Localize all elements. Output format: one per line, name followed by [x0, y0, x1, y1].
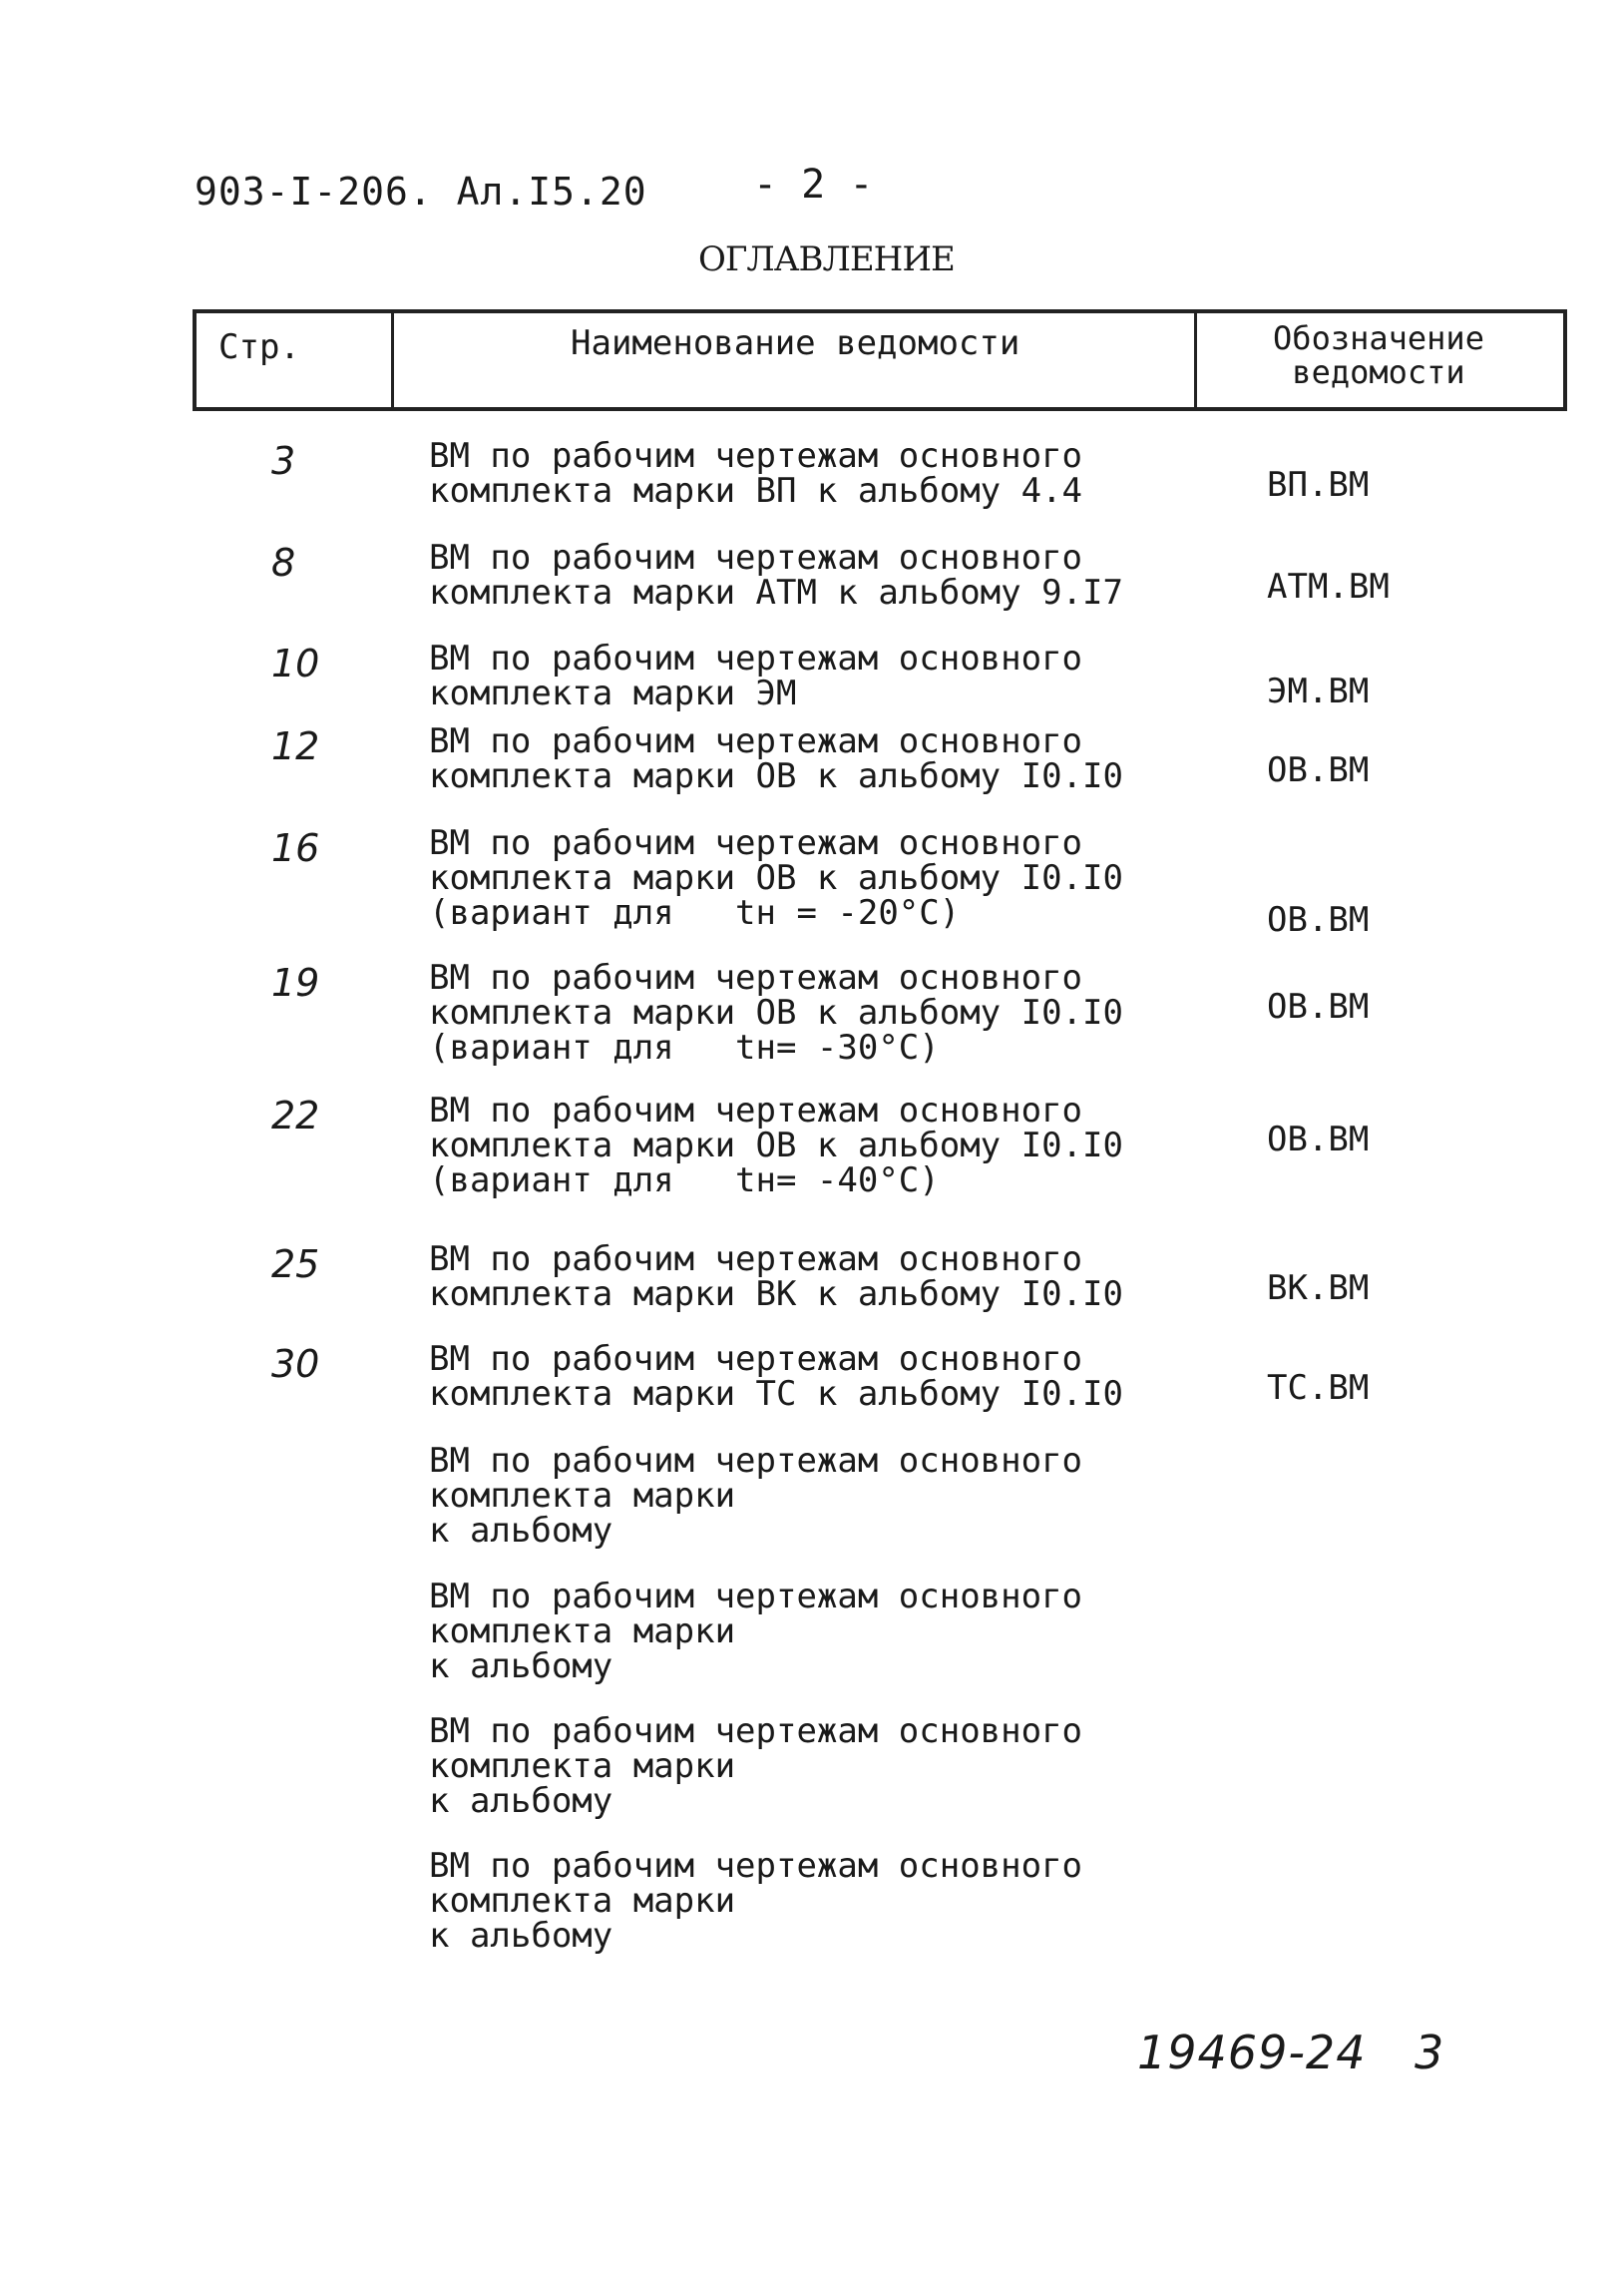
row-statement-line: комплекта марки ТС к альбому I0.I0 [429, 1374, 1123, 1414]
row-statement-code: ОВ.ВМ [1267, 987, 1370, 1027]
row-statement-name [429, 1339, 1123, 1414]
sheet-number: 3 [1415, 2026, 1444, 2079]
row-page-number: 10 [271, 642, 320, 685]
row-page-number: 8 [271, 541, 296, 585]
row-statement-line: ВМ по рабочим чертежам основного [429, 958, 1083, 998]
row-statement-line: к альбому [429, 1916, 613, 1956]
row-statement-code: ТС.ВМ [1267, 1368, 1370, 1408]
row-statement-line: комплекта марки ЭМ [429, 674, 797, 713]
column-header-code-line1: Обозначение [1273, 319, 1484, 357]
row-statement-line: к альбому [429, 1781, 613, 1821]
row-statement-line: ВМ по рабочим чертежам основного [429, 639, 1083, 679]
column-header-name: Наименование ведомости [571, 323, 1020, 363]
column-header-code [1229, 321, 1528, 389]
row-statement-code: ВП.ВМ [1267, 465, 1370, 505]
row-statement-code: ЭМ.ВМ [1267, 672, 1370, 711]
row-statement-line: ВМ по рабочим чертежам основного [429, 1846, 1083, 1886]
row-page-number: 12 [271, 724, 320, 768]
row-statement-line: ВМ по рабочим чертежам основного [429, 1577, 1083, 1616]
row-statement-name [429, 639, 1083, 713]
row-statement-name [429, 721, 1123, 796]
row-page-number: 3 [271, 439, 296, 483]
row-statement-line: (вариант для tн = -20°C) [429, 893, 961, 933]
row-statement-name [429, 1711, 1083, 1821]
row-statement-line: ВМ по рабочим чертежам основного [429, 1441, 1083, 1481]
table-header [193, 309, 1567, 411]
row-statement-line: (вариант для tн= -40°C) [429, 1160, 940, 1200]
row-statement-line: к альбому [429, 1511, 613, 1551]
column-divider [391, 313, 394, 407]
row-statement-code: ВК.ВМ [1267, 1268, 1370, 1308]
row-statement-code: ОВ.ВМ [1267, 900, 1370, 940]
row-statement-name [429, 1846, 1083, 1956]
row-statement-code: ОВ.ВМ [1267, 1120, 1370, 1159]
column-header-page: Стр. [218, 327, 300, 367]
row-statement-line: ВМ по рабочим чертежам основного [429, 823, 1083, 863]
row-page-number: 16 [271, 826, 320, 870]
row-statement-name [429, 1441, 1083, 1551]
row-statement-line: ВМ по рабочим чертежам основного [429, 721, 1083, 761]
row-page-number: 25 [271, 1242, 320, 1286]
row-statement-name [429, 958, 1123, 1068]
row-statement-line: ВМ по рабочим чертежам основного [429, 1091, 1083, 1131]
row-statement-code: ОВ.ВМ [1267, 750, 1370, 790]
row-statement-line: ВМ по рабочим чертежам основного [429, 1239, 1083, 1279]
row-statement-line: комплекта марки ОВ к альбому I0.I0 [429, 1126, 1123, 1165]
row-statement-line: ВМ по рабочим чертежам основного [429, 436, 1083, 476]
row-statement-name [429, 436, 1083, 511]
row-statement-line: комплекта марки АТМ к альбому 9.I7 [429, 573, 1123, 613]
row-statement-name [429, 1577, 1083, 1686]
column-divider [1194, 313, 1197, 407]
row-statement-line: комплекта марки [429, 1476, 736, 1516]
row-statement-line: комплекта марки [429, 1881, 736, 1921]
row-statement-line: комплекта марки [429, 1746, 736, 1786]
row-page-number: 19 [271, 961, 320, 1005]
row-statement-line: комплекта марки ОВ к альбому I0.I0 [429, 756, 1123, 796]
document-code: 903-I-206. Ал.I5.20 [195, 170, 647, 214]
column-header-code-line2: ведомости [1292, 353, 1465, 391]
row-statement-line: ВМ по рабочим чертежам основного [429, 1339, 1083, 1379]
row-statement-name [429, 1091, 1123, 1200]
row-statement-line: комплекта марки ВК к альбому I0.I0 [429, 1274, 1123, 1314]
row-statement-name [429, 823, 1123, 933]
row-statement-line: ВМ по рабочим чертежам основного [429, 538, 1083, 578]
row-statement-code: АТМ.ВМ [1267, 567, 1390, 607]
row-statement-line: ВМ по рабочим чертежам основного [429, 1711, 1083, 1751]
page-number: - 2 - [753, 162, 874, 208]
row-statement-line: комплекта марки ОВ к альбому I0.I0 [429, 858, 1123, 898]
page-title: ОГЛАВЛЕНИЕ [698, 239, 955, 279]
row-statement-line: комплекта марки ВП к альбому 4.4 [429, 471, 1083, 511]
row-page-number: 30 [271, 1342, 320, 1386]
row-statement-line: к альбому [429, 1646, 613, 1686]
row-page-number: 22 [271, 1094, 320, 1138]
row-statement-line: комплекта марки ОВ к альбому I0.I0 [429, 993, 1123, 1033]
archive-number: 19469-24 [1137, 2026, 1367, 2079]
row-statement-name [429, 1239, 1123, 1314]
row-statement-line: (вариант для tн= -30°C) [429, 1028, 940, 1068]
row-statement-name [429, 538, 1123, 613]
row-statement-line: комплекта марки [429, 1611, 736, 1651]
